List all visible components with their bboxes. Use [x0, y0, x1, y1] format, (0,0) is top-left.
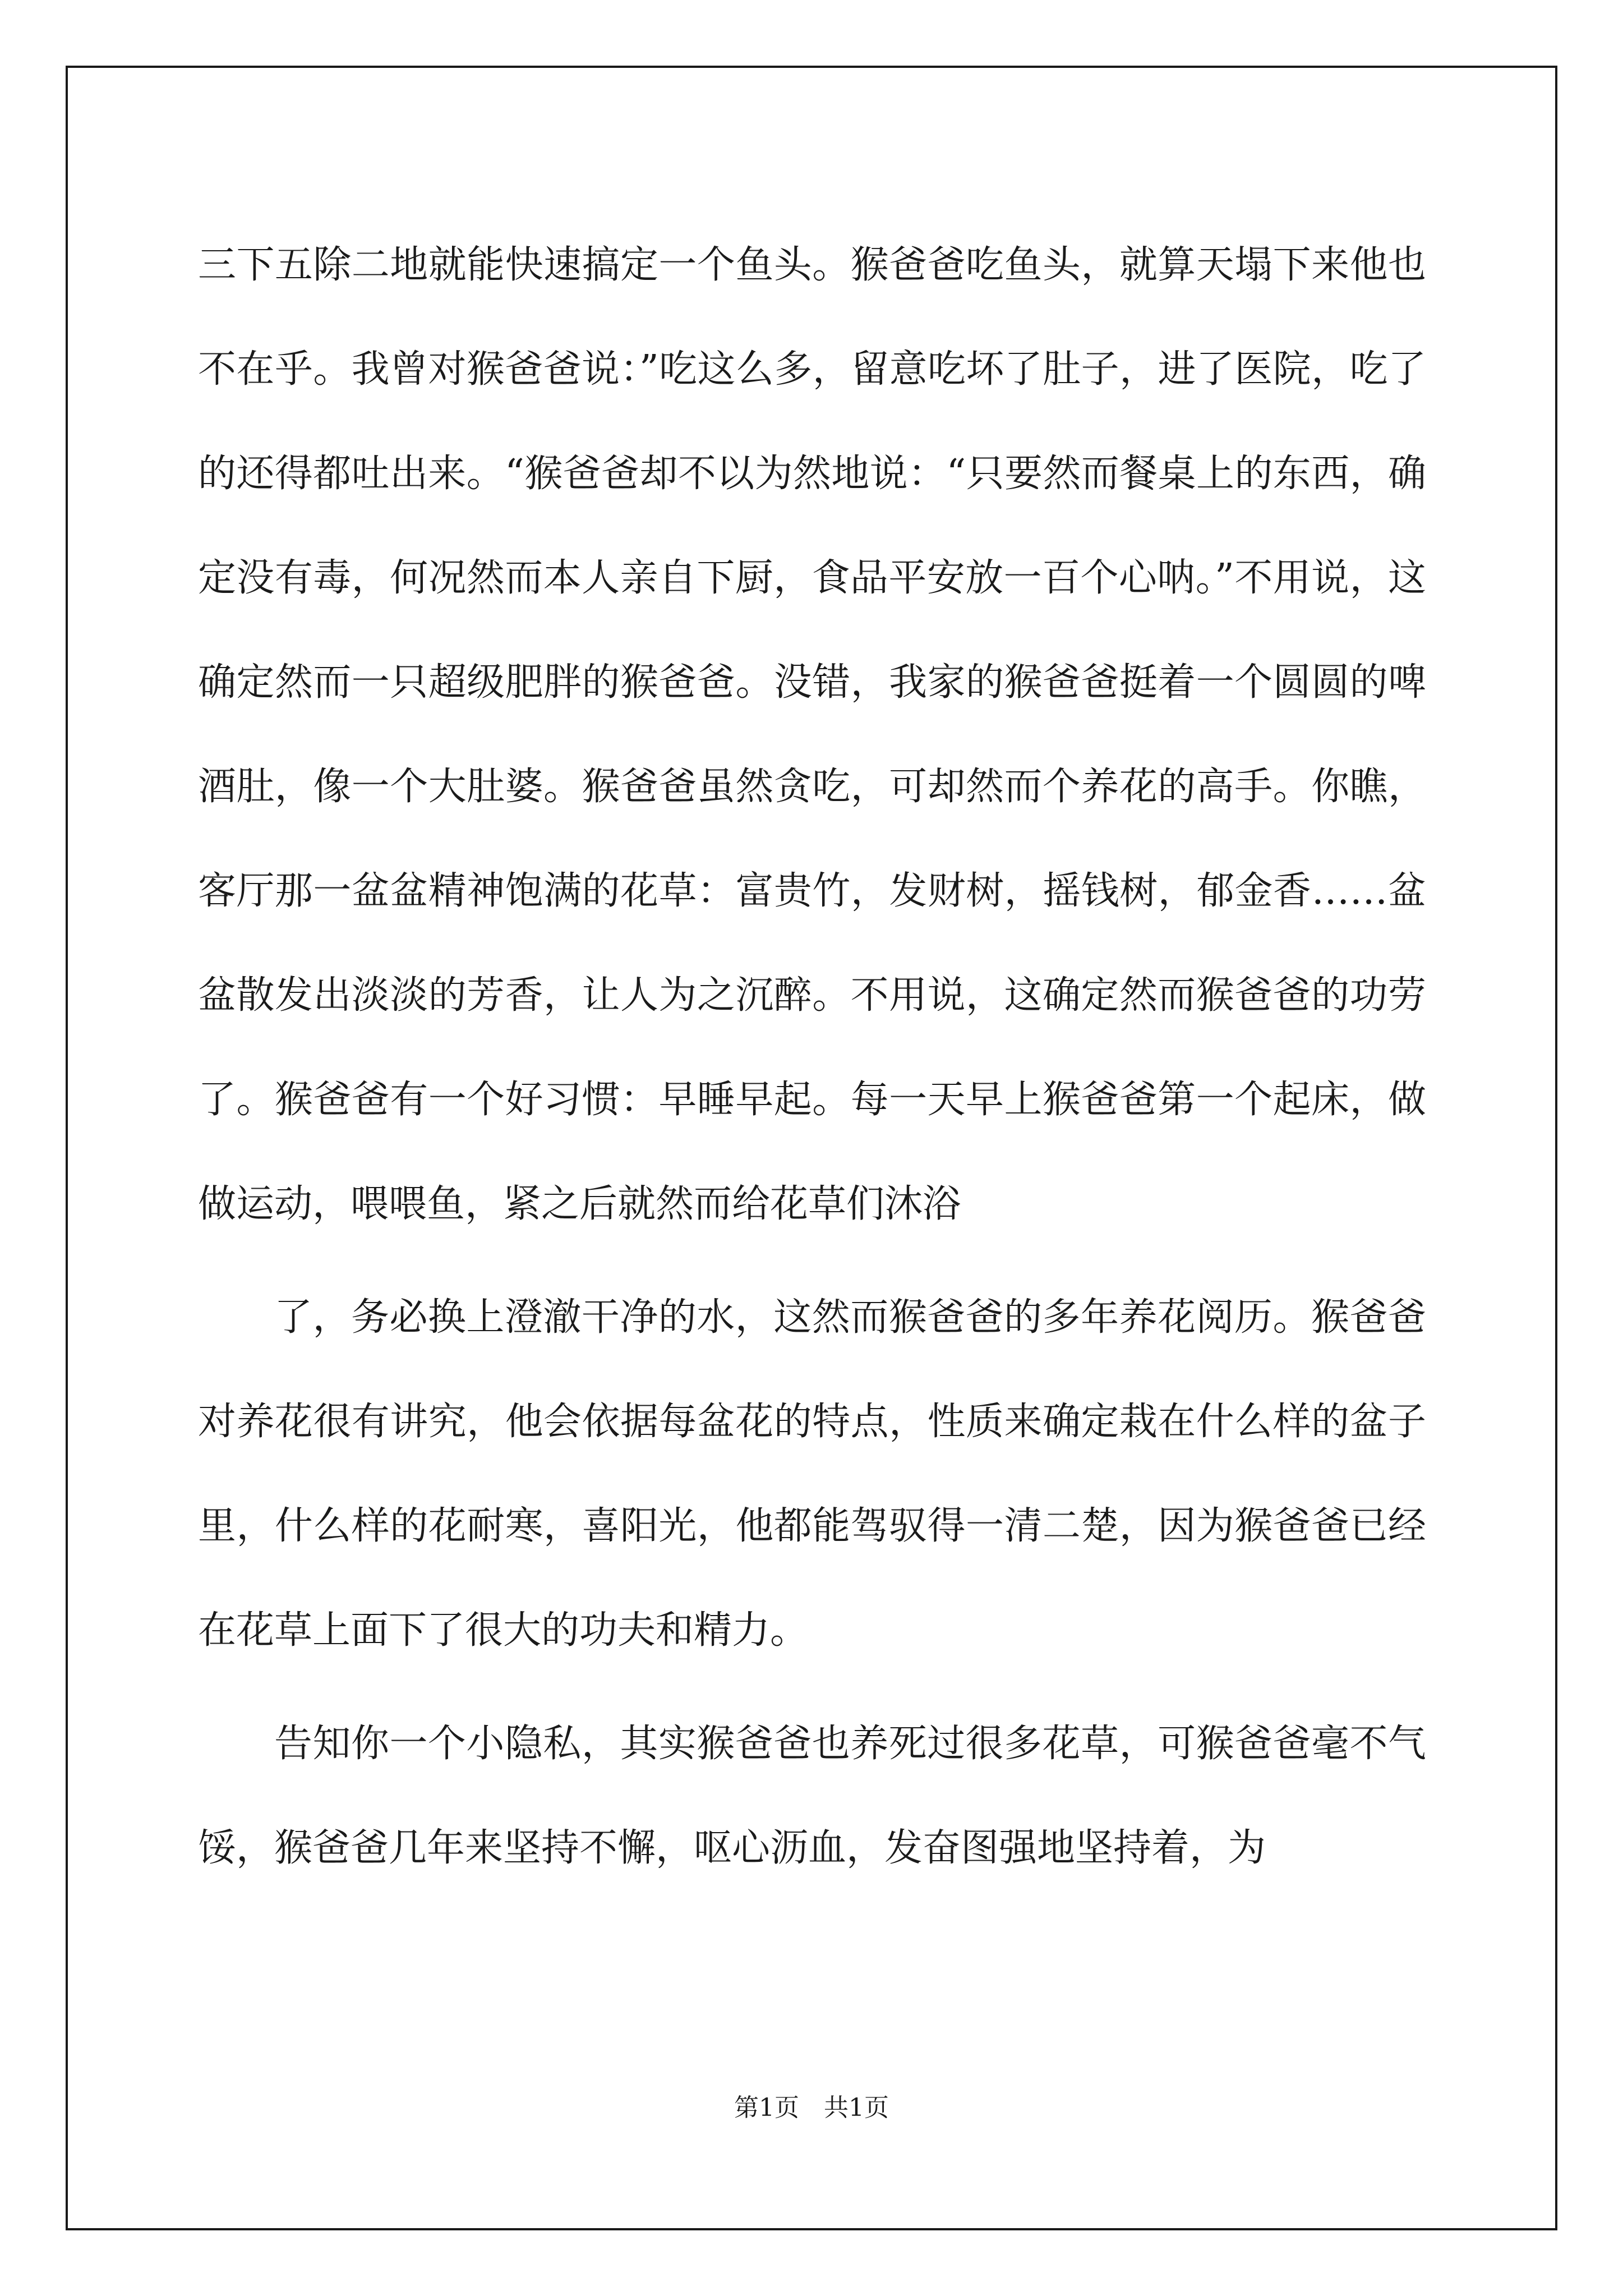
- document-body: [198, 213, 1426, 1901]
- page-number-current: 第1页: [734, 2093, 799, 2122]
- paragraph-1: 三下五除二地就能快速搞定一个鱼头。猴爸爸吃鱼头，就算天塌下来他也不在乎。我曾对猴爸爸说：”吃这么多，留意吃坏了肚子，进了医院，吃了的还得都吐出来。“猴爸爸却不以为然地说：“只要然而餐桌上的东西，确定没有毒，何况然而本人亲自下厨，食品平安放一百个心呐。”不用说，这确定然而一只超级肥胖的猴爸爸。没错，我家的猴爸爸挺着一个圆圆的啤酒肚，像一个大肚婆。猴爸爸虽然贪吃，可却然而个养花的高手。你瞧，客厅那一盆盆精神饱满的花草：富贵竹，发财树，摇钱树，郁金香……盆盆散发出淡淡的芳香，让人为之沉醉。不用说，这确定然而猴爸爸的功劳了。猴爸爸有一个好习惯：早睡早起。每一天早上猴爸爸第一个起床，做做运动，喂喂鱼，紧之后就然而给花草们沐浴: [198, 243, 1426, 1226]
- paragraph-2: 了，务必换上澄澈干净的水，这然而猴爸爸的多年养花阅历。猴爸爸对养花很有讲究，他会依据每盆花的特点，性质来确定栽在什么样的盆子里，什么样的花耐寒，喜阳光，他都能驾驭得一清二楚，因为猴爸爸已经在花草上面下了很大的功夫和精力。: [198, 1295, 1426, 1653]
- page-footer: [0, 2091, 1623, 2125]
- page-number-total: 共1页: [824, 2093, 889, 2122]
- paragraph-3: 告知你一个小隐私，其实猴爸爸也养死过很多花草，可猴爸爸毫不气馁，猴爸爸几年来坚持不懈，呕心沥血，发奋图强地坚持着，为: [198, 1722, 1426, 1870]
